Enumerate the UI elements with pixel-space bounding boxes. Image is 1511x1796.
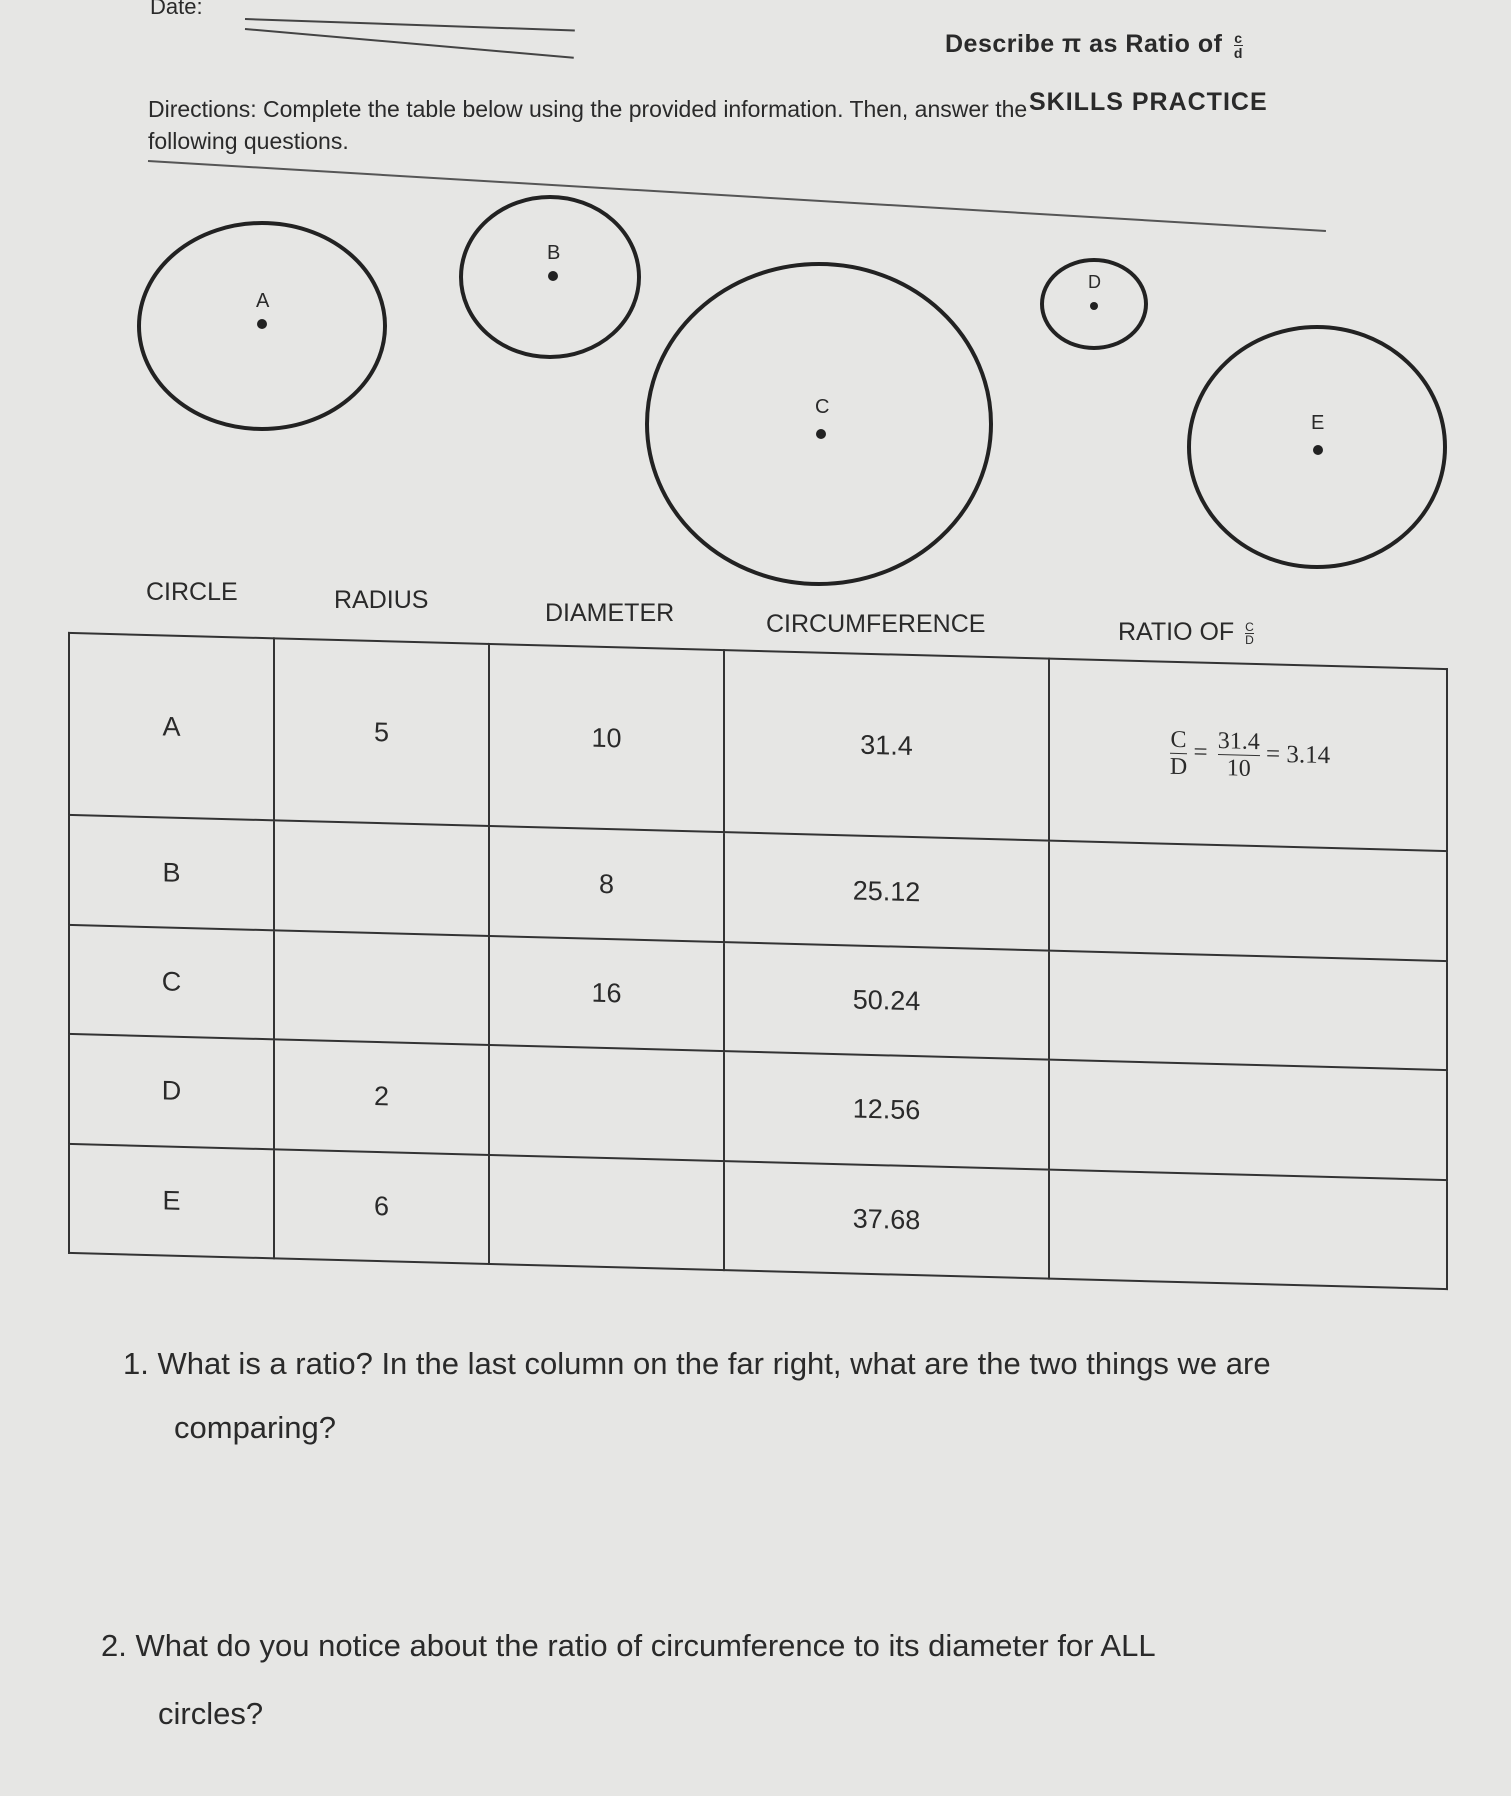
cell-circumference[interactable]: 25.12 xyxy=(724,832,1049,950)
title-text: Describe π as Ratio of xyxy=(945,30,1223,58)
circle-table xyxy=(68,632,1448,1290)
circle-label-a: A xyxy=(256,290,270,312)
cell-ratio[interactable] xyxy=(1049,1169,1447,1289)
question-1: 1. What is a ratio? In the last column on the far right, what are the two things we are xyxy=(123,1346,1271,1381)
cell-circle: A xyxy=(69,633,274,821)
header-diameter: DIAMETER xyxy=(545,599,675,627)
cell-ratio[interactable]: $\frac{C}{D}$ = $\frac{31.4}{10}$ = 3.14 xyxy=(1049,659,1447,852)
cell-ratio[interactable] xyxy=(1049,841,1447,961)
circle-label-e: E xyxy=(1311,412,1325,434)
ratio-result: = 3.14 xyxy=(1266,740,1331,769)
cell-radius[interactable] xyxy=(274,930,489,1045)
cell-ratio[interactable] xyxy=(1049,1060,1447,1180)
cell-circumference[interactable]: 31.4 xyxy=(724,650,1049,841)
frac-den: D xyxy=(1245,632,1254,647)
directions-text-2: following questions. xyxy=(148,128,349,154)
center-e xyxy=(1313,445,1323,455)
worksheet-subtitle: SKILLS PRACTICE xyxy=(1029,88,1268,116)
cell-radius[interactable]: 2 xyxy=(274,1039,489,1154)
cell-diameter[interactable]: 8 xyxy=(489,826,724,942)
question-2-cont: circles? xyxy=(158,1696,264,1731)
cell-radius[interactable]: 6 xyxy=(274,1149,489,1264)
cell-circumference[interactable]: 37.68 xyxy=(724,1161,1049,1279)
cell-circle: D xyxy=(69,1034,274,1149)
frac-num: c xyxy=(1234,29,1243,46)
question-2: 2. What do you notice about the ratio of circumference to its diameter for ALL xyxy=(101,1628,1156,1663)
question-1-cont: comparing? xyxy=(174,1410,336,1445)
center-c xyxy=(816,429,826,439)
ratio-num: 31.4 xyxy=(1217,727,1260,755)
ratio-c: C xyxy=(1170,726,1187,753)
cell-circumference[interactable]: 12.56 xyxy=(724,1051,1049,1169)
frac-den: d xyxy=(1233,44,1243,61)
center-d xyxy=(1090,302,1098,310)
cell-circle: C xyxy=(69,925,274,1040)
center-a xyxy=(257,319,267,329)
cell-diameter[interactable] xyxy=(489,1045,724,1161)
date-label: Date: xyxy=(150,0,203,19)
directions-text: Directions: Complete the table below using the provided information. Then, answer the xyxy=(148,96,1028,122)
center-b xyxy=(548,271,558,281)
cell-ratio[interactable] xyxy=(1049,950,1447,1070)
cell-radius[interactable]: 5 xyxy=(274,638,489,826)
circles-diagram xyxy=(0,0,1511,600)
ratio-d: D xyxy=(1169,753,1188,780)
frac-num: C xyxy=(1245,619,1254,634)
cell-circumference[interactable]: 50.24 xyxy=(724,942,1049,1060)
cell-diameter[interactable]: 10 xyxy=(489,644,724,832)
header-ratio xyxy=(1118,618,1254,647)
table-row xyxy=(69,633,1447,851)
header-circumference: CIRCUMFERENCE xyxy=(766,610,986,638)
cell-radius[interactable] xyxy=(274,821,489,936)
circle-label-c: C xyxy=(815,396,830,418)
circle-label-b: B xyxy=(547,242,561,264)
ratio-den: 10 xyxy=(1226,754,1251,782)
cell-diameter[interactable]: 16 xyxy=(489,936,724,1052)
header-circle: CIRCLE xyxy=(146,578,238,606)
circle-label-d: D xyxy=(1088,272,1101,292)
cell-circle: E xyxy=(69,1144,274,1259)
header-ratio-text: RATIO OF xyxy=(1118,618,1235,646)
header-ratio-fraction xyxy=(1245,621,1254,646)
circle-c xyxy=(647,264,991,584)
cell-circle: B xyxy=(69,815,274,930)
header-radius: RADIUS xyxy=(334,586,429,614)
cell-diameter[interactable] xyxy=(489,1155,724,1271)
